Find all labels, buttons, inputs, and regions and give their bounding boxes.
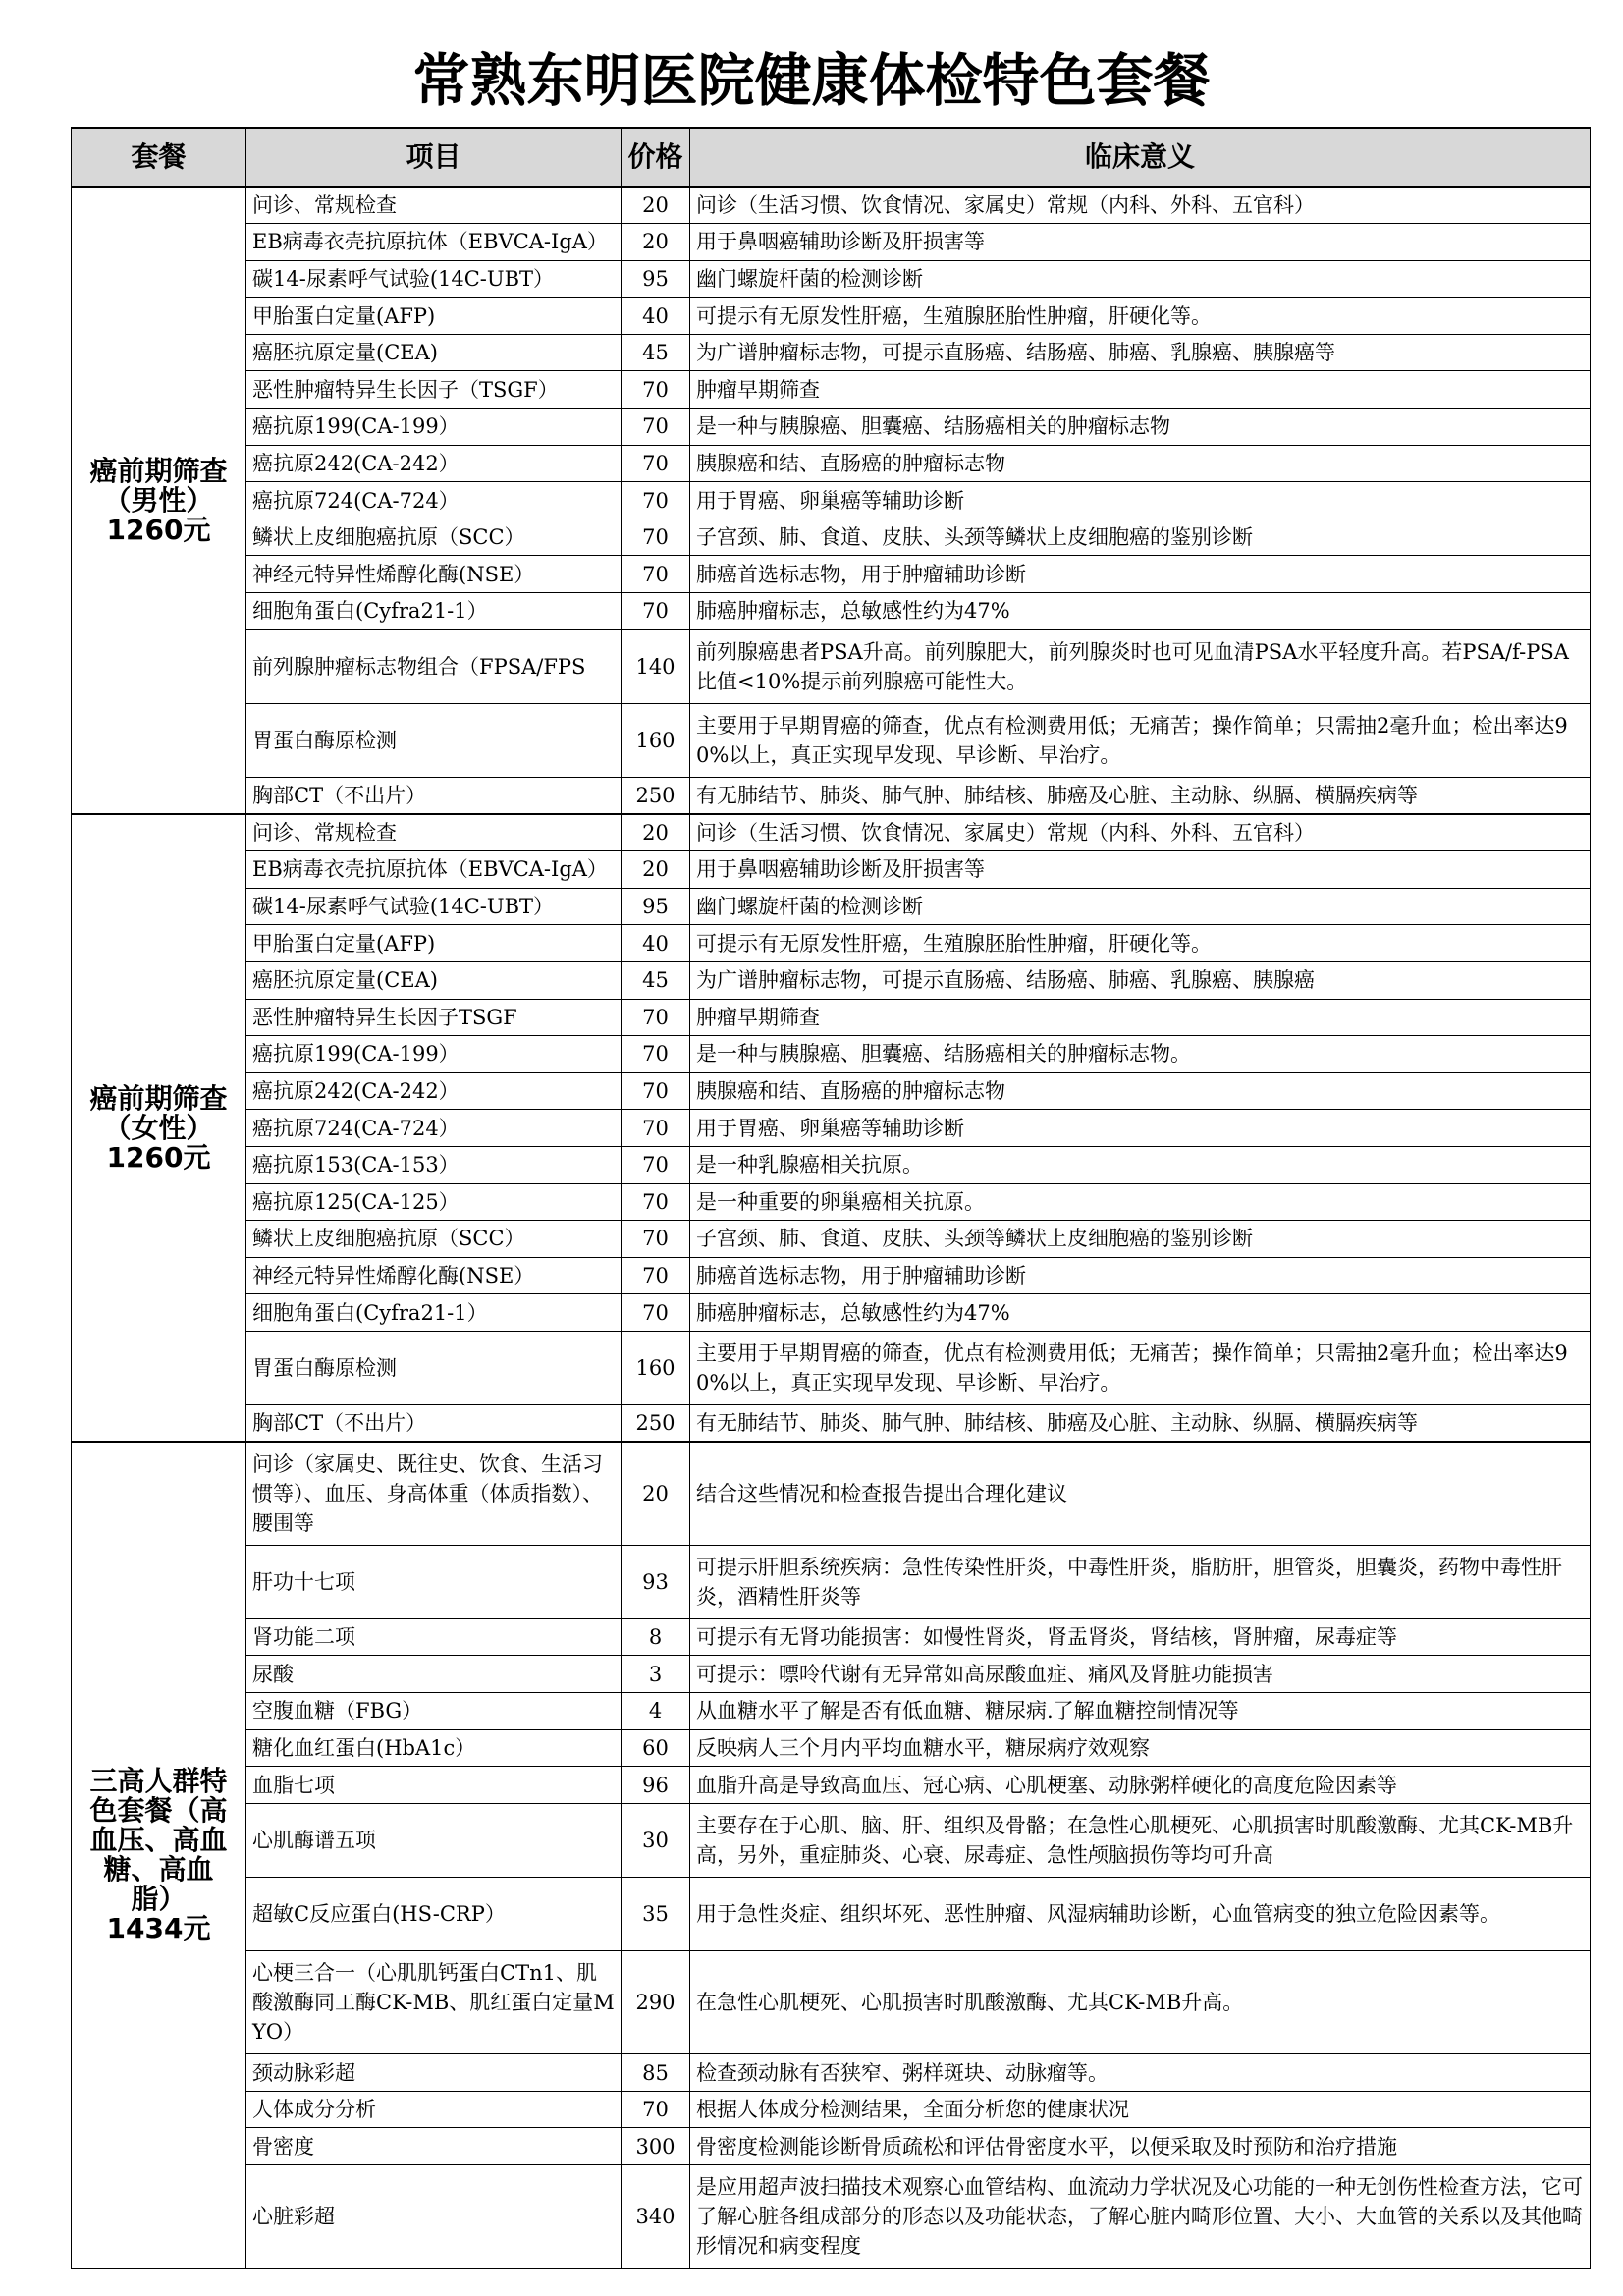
package-name-line: 糖、高血 bbox=[103, 1852, 214, 1886]
price-cell: 70 bbox=[622, 1072, 690, 1110]
table-row bbox=[72, 298, 1591, 335]
meaning-cell: 血脂升高是导致高血压、冠心病、心肌梗塞、动脉粥样硬化的高度危险因素等 bbox=[690, 1767, 1591, 1804]
table-row bbox=[72, 593, 1591, 630]
package-name-line: 脂） bbox=[131, 1882, 187, 1915]
item-cell: 癌胚抗原定量(CEA) bbox=[246, 334, 622, 371]
price-cell: 160 bbox=[622, 1331, 690, 1404]
package-name-line: 1434元 bbox=[106, 1911, 211, 1944]
meaning-cell: 是一种与胰腺癌、胆囊癌、结肠癌相关的肿瘤标志物 bbox=[690, 409, 1591, 446]
price-cell: 290 bbox=[622, 1951, 690, 2054]
price-cell: 70 bbox=[622, 593, 690, 630]
meaning-cell: 肺癌肿瘤标志，总敏感性约为47% bbox=[690, 1294, 1591, 1332]
price-cell: 70 bbox=[622, 482, 690, 519]
item-cell: 细胞角蛋白(Cyfra21-1） bbox=[246, 1294, 622, 1332]
meaning-cell: 结合这些情况和检查报告提出合理化建议 bbox=[690, 1442, 1591, 1545]
price-cell: 20 bbox=[622, 851, 690, 889]
item-cell: 问诊、常规检查 bbox=[246, 187, 622, 224]
item-cell: 癌胚抗原定量(CEA) bbox=[246, 961, 622, 999]
item-cell: 癌抗原199(CA-199） bbox=[246, 409, 622, 446]
table-row bbox=[72, 703, 1591, 777]
item-cell: 糖化血红蛋白(HbA1c） bbox=[246, 1729, 622, 1767]
item-cell: 胸部CT（不出片） bbox=[246, 1405, 622, 1443]
table-row bbox=[72, 778, 1591, 815]
price-cell: 70 bbox=[622, 999, 690, 1036]
meaning-cell: 可提示有无原发性肝癌，生殖腺胚胎性肿瘤，肝硬化等。 bbox=[690, 298, 1591, 335]
meaning-cell: 肺癌首选标志物，用于肿瘤辅助诊断 bbox=[690, 556, 1591, 593]
item-cell: 肾功能二项 bbox=[246, 1618, 622, 1656]
item-cell: 问诊、常规检查 bbox=[246, 814, 622, 851]
table-row bbox=[72, 1656, 1591, 1693]
price-cell: 20 bbox=[622, 224, 690, 261]
price-cell: 70 bbox=[622, 445, 690, 482]
price-cell: 70 bbox=[622, 1146, 690, 1183]
meaning-cell: 肺癌肿瘤标志，总敏感性约为47% bbox=[690, 593, 1591, 630]
table-row bbox=[72, 1146, 1591, 1183]
price-cell: 45 bbox=[622, 961, 690, 999]
table-header-row bbox=[72, 128, 1591, 187]
table-row bbox=[72, 1183, 1591, 1221]
item-cell: 心梗三合一（心肌肌钙蛋白CTn1、肌酸激酶同工酶CK-MB、肌红蛋白定量MYO） bbox=[246, 1951, 622, 2054]
item-cell: 神经元特异性烯醇化酶(NSE） bbox=[246, 1257, 622, 1294]
item-cell: 颈动脉彩超 bbox=[246, 2054, 622, 2092]
table-row bbox=[72, 888, 1591, 925]
table-row bbox=[72, 1693, 1591, 1730]
price-cell: 40 bbox=[622, 298, 690, 335]
item-cell: 胸部CT（不出片） bbox=[246, 778, 622, 815]
meaning-cell: 根据人体成分检测结果，全面分析您的健康状况 bbox=[690, 2091, 1591, 2128]
item-cell: 甲胎蛋白定量(AFP) bbox=[246, 925, 622, 962]
price-cell: 8 bbox=[622, 1618, 690, 1656]
meaning-cell: 肺癌首选标志物，用于肿瘤辅助诊断 bbox=[690, 1257, 1591, 1294]
meaning-cell: 主要用于早期胃癌的筛查，优点有检测费用低；无痛苦；操作简单；只需抽2毫升血；检出率达90%以上，真正实现早发现、早诊断、早治疗。 bbox=[690, 703, 1591, 777]
package-name-line: （女性） bbox=[103, 1111, 214, 1144]
item-cell: 甲胎蛋白定量(AFP) bbox=[246, 298, 622, 335]
table-row bbox=[72, 1618, 1591, 1656]
table-row bbox=[72, 629, 1591, 703]
meaning-cell: 在急性心肌梗死、心肌损害时肌酸激酶、尤其CK-MB升高。 bbox=[690, 1951, 1591, 2054]
meaning-cell: 为广谱肿瘤标志物，可提示直肠癌、结肠癌、肺癌、乳腺癌、胰腺癌等 bbox=[690, 334, 1591, 371]
price-cell: 95 bbox=[622, 888, 690, 925]
package-name bbox=[72, 187, 246, 814]
meaning-cell: 主要存在于心肌、脑、肝、组织及骨骼；在急性心肌梗死、心肌损害时肌酸激酶、尤其CK-MB升高，另外，重症肺炎、心衰、尿毒症、急性颅脑损伤等均可升高 bbox=[690, 1803, 1591, 1877]
item-cell: 问诊（家属史、既往史、饮食、生活习惯等）、血压、身高体重（体质指数）、腰围等 bbox=[246, 1442, 622, 1545]
table-row bbox=[72, 409, 1591, 446]
price-cell: 140 bbox=[622, 629, 690, 703]
meaning-cell: 从血糖水平了解是否有低血糖、糖尿病.了解血糖控制情况等 bbox=[690, 1693, 1591, 1730]
price-cell: 3 bbox=[622, 1656, 690, 1693]
meaning-cell: 幽门螺旋杆菌的检测诊断 bbox=[690, 888, 1591, 925]
table-row bbox=[72, 961, 1591, 999]
price-cell: 60 bbox=[622, 1729, 690, 1767]
item-cell: 癌抗原242(CA-242） bbox=[246, 445, 622, 482]
meaning-cell: 子宫颈、肺、食道、皮肤、头颈等鳞状上皮细胞癌的鉴别诊断 bbox=[690, 1221, 1591, 1258]
table-row bbox=[72, 925, 1591, 962]
table-row bbox=[72, 1221, 1591, 1258]
price-cell: 70 bbox=[622, 1110, 690, 1147]
meaning-cell: 有无肺结节、肺炎、肺气肿、肺结核、肺癌及心脏、主动脉、纵膈、横膈疾病等 bbox=[690, 1405, 1591, 1443]
meaning-cell: 问诊（生活习惯、饮食情况、家属史）常规（内科、外科、五官科） bbox=[690, 187, 1591, 224]
table-row bbox=[72, 1072, 1591, 1110]
table-row bbox=[72, 445, 1591, 482]
item-cell: 癌抗原125(CA-125） bbox=[246, 1183, 622, 1221]
item-cell: 恶性肿瘤特异生长因子TSGF bbox=[246, 999, 622, 1036]
meaning-cell: 肿瘤早期筛查 bbox=[690, 999, 1591, 1036]
meaning-cell: 检查颈动脉有否狭窄、粥样斑块、动脉瘤等。 bbox=[690, 2054, 1591, 2092]
table-row bbox=[72, 260, 1591, 298]
table-row bbox=[72, 371, 1591, 409]
item-cell: 癌抗原199(CA-199） bbox=[246, 1036, 622, 1073]
price-cell: 20 bbox=[622, 187, 690, 224]
price-cell: 70 bbox=[622, 1036, 690, 1073]
item-cell: 胃蛋白酶原检测 bbox=[246, 1331, 622, 1404]
item-cell: 前列腺肿瘤标志物组合（FPSA/FPS bbox=[246, 629, 622, 703]
price-cell: 70 bbox=[622, 1294, 690, 1332]
item-cell: 癌抗原242(CA-242） bbox=[246, 1072, 622, 1110]
item-cell: 胃蛋白酶原检测 bbox=[246, 703, 622, 777]
table-row bbox=[72, 1767, 1591, 1804]
table-row bbox=[72, 224, 1591, 261]
item-cell: 空腹血糖（FBG） bbox=[246, 1693, 622, 1730]
item-cell: 恶性肿瘤特异生长因子（TSGF） bbox=[246, 371, 622, 409]
table-row bbox=[72, 2054, 1591, 2092]
table-row bbox=[72, 1331, 1591, 1404]
package-name-line: 癌前期筛查 bbox=[89, 1081, 228, 1115]
price-cell: 250 bbox=[622, 778, 690, 815]
item-cell: 心脏彩超 bbox=[246, 2165, 622, 2269]
meaning-cell: 可提示肝胆系统疾病：急性传染性肝炎，中毒性肝炎，脂肪肝，胆管炎，胆囊炎，药物中毒性肝炎，酒精性肝炎等 bbox=[690, 1545, 1591, 1618]
meaning-cell: 反映病人三个月内平均血糖水平，糖尿病疗效观察 bbox=[690, 1729, 1591, 1767]
meaning-cell: 用于鼻咽癌辅助诊断及肝损害等 bbox=[690, 224, 1591, 261]
table-row bbox=[72, 482, 1591, 519]
table-row bbox=[72, 1951, 1591, 2054]
item-cell: 癌抗原724(CA-724） bbox=[246, 482, 622, 519]
header-meaning: 临床意义 bbox=[690, 128, 1591, 187]
price-cell: 70 bbox=[622, 2091, 690, 2128]
package-name-line: 1260元 bbox=[106, 1140, 211, 1174]
table-row bbox=[72, 1729, 1591, 1767]
table-row bbox=[72, 556, 1591, 593]
table-row bbox=[72, 999, 1591, 1036]
item-cell: 碳14-尿素呼气试验(14C-UBT） bbox=[246, 888, 622, 925]
meaning-cell: 有无肺结节、肺炎、肺气肿、肺结核、肺癌及心脏、主动脉、纵膈、横膈疾病等 bbox=[690, 778, 1591, 815]
item-cell: 肝功十七项 bbox=[246, 1545, 622, 1618]
item-cell: 癌抗原153(CA-153） bbox=[246, 1146, 622, 1183]
table-row bbox=[72, 1257, 1591, 1294]
package-name-line: 癌前期筛查 bbox=[89, 454, 228, 487]
meaning-cell: 为广谱肿瘤标志物，可提示直肠癌、结肠癌、肺癌、乳腺癌、胰腺癌 bbox=[690, 961, 1591, 999]
item-cell: 血脂七项 bbox=[246, 1767, 622, 1804]
price-cell: 45 bbox=[622, 334, 690, 371]
price-cell: 300 bbox=[622, 2128, 690, 2165]
price-cell: 4 bbox=[622, 1693, 690, 1730]
item-cell: 人体成分分析 bbox=[246, 2091, 622, 2128]
item-cell: 鳞状上皮细胞癌抗原（SCC） bbox=[246, 1221, 622, 1258]
table-row bbox=[72, 1545, 1591, 1618]
package-name bbox=[72, 814, 246, 1442]
package-name-line: 血压、高血 bbox=[89, 1823, 228, 1856]
price-cell: 20 bbox=[622, 1442, 690, 1545]
price-cell: 35 bbox=[622, 1878, 690, 1951]
package-name-line: 三高人群特 bbox=[89, 1764, 228, 1797]
price-cell: 70 bbox=[622, 556, 690, 593]
price-cell: 20 bbox=[622, 814, 690, 851]
table-row bbox=[72, 1803, 1591, 1877]
table-row bbox=[72, 1294, 1591, 1332]
package-table bbox=[71, 127, 1591, 2269]
price-cell: 70 bbox=[622, 371, 690, 409]
item-cell: 尿酸 bbox=[246, 1656, 622, 1693]
header-package: 套餐 bbox=[72, 128, 246, 187]
meaning-cell: 可提示有无肾功能损害：如慢性肾炎，肾盂肾炎，肾结核，肾肿瘤，尿毒症等 bbox=[690, 1618, 1591, 1656]
table-row bbox=[72, 814, 1591, 851]
meaning-cell: 可提示：嘌呤代谢有无异常如高尿酸血症、痛风及肾脏功能损害 bbox=[690, 1656, 1591, 1693]
item-cell: 鳞状上皮细胞癌抗原（SCC） bbox=[246, 519, 622, 556]
table-body bbox=[72, 187, 1591, 2269]
meaning-cell: 幽门螺旋杆菌的检测诊断 bbox=[690, 260, 1591, 298]
meaning-cell: 肿瘤早期筛查 bbox=[690, 371, 1591, 409]
item-cell: 神经元特异性烯醇化酶(NSE） bbox=[246, 556, 622, 593]
meaning-cell: 用于胃癌、卵巢癌等辅助诊断 bbox=[690, 1110, 1591, 1147]
meaning-cell: 用于胃癌、卵巢癌等辅助诊断 bbox=[690, 482, 1591, 519]
item-cell: 骨密度 bbox=[246, 2128, 622, 2165]
meaning-cell: 主要用于早期胃癌的筛查，优点有检测费用低；无痛苦；操作简单；只需抽2毫升血；检出率达90%以上，真正实现早发现、早诊断、早治疗。 bbox=[690, 1331, 1591, 1404]
item-cell: 癌抗原724(CA-724） bbox=[246, 1110, 622, 1147]
meaning-cell: 胰腺癌和结、直肠癌的肿瘤标志物 bbox=[690, 445, 1591, 482]
meaning-cell: 前列腺癌患者PSA升高。前列腺肥大，前列腺炎时也可见血清PSA水平轻度升高。若PSA/f-PSA比值<10%提示前列腺癌可能性大。 bbox=[690, 629, 1591, 703]
table-row bbox=[72, 187, 1591, 224]
table-row bbox=[72, 2091, 1591, 2128]
price-cell: 70 bbox=[622, 1221, 690, 1258]
meaning-cell: 子宫颈、肺、食道、皮肤、头颈等鳞状上皮细胞癌的鉴别诊断 bbox=[690, 519, 1591, 556]
item-cell: 心肌酶谱五项 bbox=[246, 1803, 622, 1877]
price-cell: 160 bbox=[622, 703, 690, 777]
item-cell: 超敏C反应蛋白(HS-CRP） bbox=[246, 1878, 622, 1951]
price-cell: 96 bbox=[622, 1767, 690, 1804]
price-cell: 70 bbox=[622, 409, 690, 446]
package-name bbox=[72, 1442, 246, 2268]
meaning-cell: 可提示有无原发性肝癌，生殖腺胚胎性肿瘤，肝硬化等。 bbox=[690, 925, 1591, 962]
price-cell: 250 bbox=[622, 1405, 690, 1443]
table-row bbox=[72, 2165, 1591, 2269]
price-cell: 340 bbox=[622, 2165, 690, 2269]
price-cell: 40 bbox=[622, 925, 690, 962]
table-row bbox=[72, 1878, 1591, 1951]
table-row bbox=[72, 851, 1591, 889]
meaning-cell: 是应用超声波扫描技术观察心血管结构、血流动力学状况及心功能的一种无创伤性检查方法，它可了解心脏各组成部分的形态以及功能状态，了解心脏内畸形位置、大小、大血管的关系以及其他畸形情况和病变程度 bbox=[690, 2165, 1591, 2269]
meaning-cell: 问诊（生活习惯、饮食情况、家属史）常规（内科、外科、五官科） bbox=[690, 814, 1591, 851]
item-cell: EB病毒衣壳抗原抗体（EBVCA-IgA） bbox=[246, 851, 622, 889]
meaning-cell: 胰腺癌和结、直肠癌的肿瘤标志物 bbox=[690, 1072, 1591, 1110]
meaning-cell: 骨密度检测能诊断骨质疏松和评估骨密度水平，以便采取及时预防和治疗措施 bbox=[690, 2128, 1591, 2165]
item-cell: 细胞角蛋白(Cyfra21-1） bbox=[246, 593, 622, 630]
table-row bbox=[72, 1405, 1591, 1443]
price-cell: 93 bbox=[622, 1545, 690, 1618]
item-cell: EB病毒衣壳抗原抗体（EBVCA-IgA） bbox=[246, 224, 622, 261]
meaning-cell: 是一种乳腺癌相关抗原。 bbox=[690, 1146, 1591, 1183]
meaning-cell: 是一种重要的卵巢癌相关抗原。 bbox=[690, 1183, 1591, 1221]
table-row bbox=[72, 334, 1591, 371]
package-name-line: 1260元 bbox=[106, 513, 211, 546]
price-cell: 95 bbox=[622, 260, 690, 298]
price-cell: 30 bbox=[622, 1803, 690, 1877]
header-price: 价格 bbox=[622, 128, 690, 187]
meaning-cell: 是一种与胰腺癌、胆囊癌、结肠癌相关的肿瘤标志物。 bbox=[690, 1036, 1591, 1073]
price-cell: 70 bbox=[622, 1257, 690, 1294]
header-item: 项目 bbox=[246, 128, 622, 187]
table-row bbox=[72, 519, 1591, 556]
price-cell: 70 bbox=[622, 519, 690, 556]
price-cell: 85 bbox=[622, 2054, 690, 2092]
meaning-cell: 用于急性炎症、组织坏死、恶性肿瘤、风湿病辅助诊断，心血管病变的独立危险因素等。 bbox=[690, 1878, 1591, 1951]
package-name-line: （男性） bbox=[103, 483, 214, 517]
table-row bbox=[72, 1110, 1591, 1147]
price-cell: 70 bbox=[622, 1183, 690, 1221]
meaning-cell: 用于鼻咽癌辅助诊断及肝损害等 bbox=[690, 851, 1591, 889]
item-cell: 碳14-尿素呼气试验(14C-UBT） bbox=[246, 260, 622, 298]
table-row bbox=[72, 1036, 1591, 1073]
page-title: 常熟东明医院健康体检特色套餐 bbox=[412, 47, 1211, 114]
package-name-line: 色套餐（高 bbox=[89, 1793, 228, 1827]
table-row bbox=[72, 2128, 1591, 2165]
table-row bbox=[72, 1442, 1591, 1545]
